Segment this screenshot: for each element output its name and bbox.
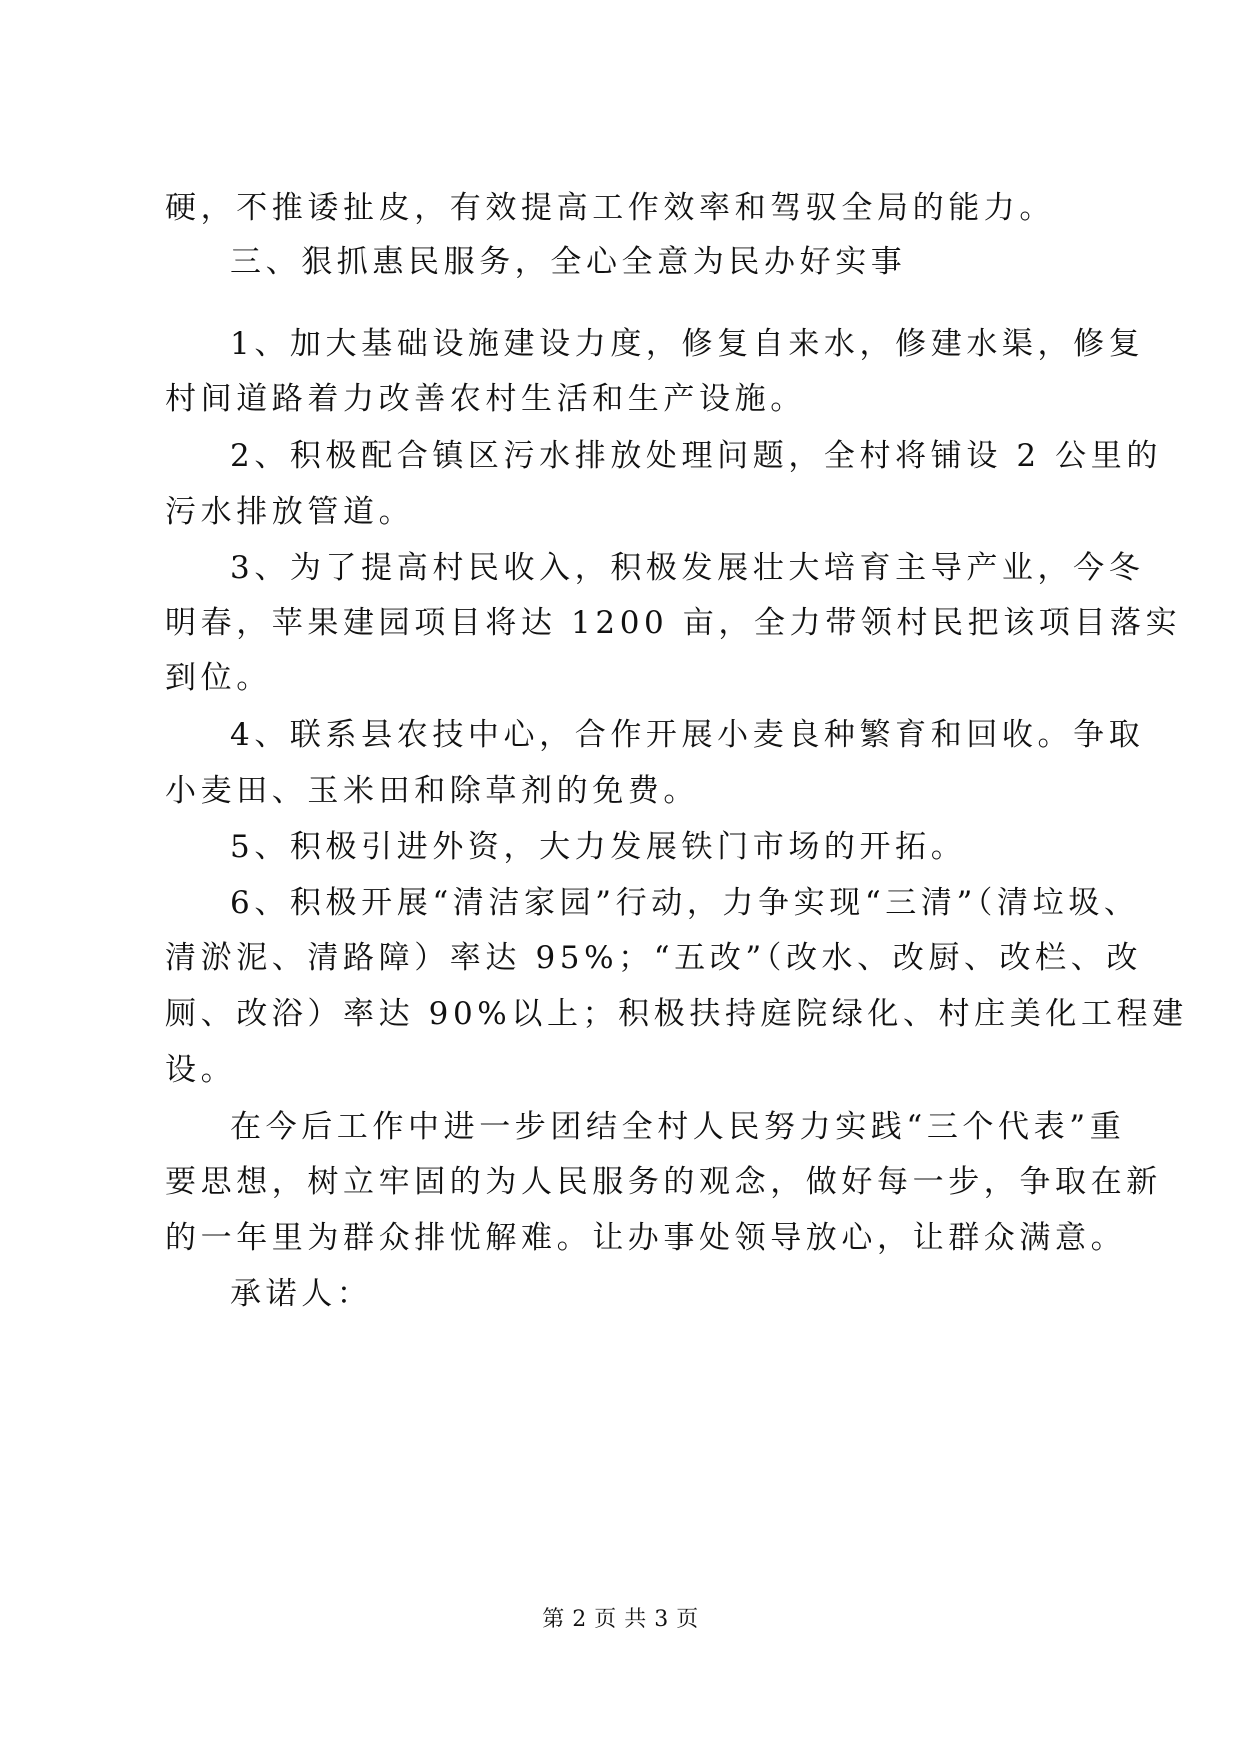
- text-line: 明春，苹果建园项目将达 1200 亩，全力带领村民把该项目落实: [165, 605, 1182, 641]
- text-line: 厕、改浴）率达 90%以上；积极扶持庭院绿化、村庄美化工程建: [165, 996, 1188, 1032]
- text-line: 2、积极配合镇区污水排放处理问题，全村将铺设 2 公里的: [230, 438, 1162, 474]
- text-line: 村间道路着力改善农村生活和生产设施。: [165, 381, 806, 417]
- text-line: 要思想，树立牢固的为人民服务的观念，做好每一步，争取在新: [165, 1164, 1162, 1200]
- text-line: 硬，不推诿扯皮，有效提高工作效率和驾驭全局的能力。: [165, 190, 1055, 226]
- text-line: 在今后工作中进一步团结全村人民努力实践“三个代表”重: [230, 1109, 1126, 1145]
- text-line: 设。: [165, 1052, 237, 1088]
- text-line: 5、积极引进外资，大力发展铁门市场的开拓。: [230, 829, 967, 865]
- text-line: 3、为了提高村民收入，积极发展壮大培育主导产业，今冬: [230, 550, 1145, 586]
- text-line: 6、积极开展“清洁家园”行动，力争实现“三清”（清垃圾、: [230, 885, 1140, 921]
- section-heading: 三、狠抓惠民服务，全心全意为民办好实事: [230, 244, 907, 280]
- signature-label: 承诺人：: [230, 1276, 373, 1312]
- text-line: 到位。: [165, 660, 272, 696]
- page-number-footer: 第 2 页 共 3 页: [542, 1607, 699, 1632]
- text-line: 小麦田、玉米田和除草剂的免费。: [165, 773, 699, 809]
- text-line: 1、加大基础设施建设力度，修复自来水，修建水渠，修复: [230, 326, 1145, 362]
- text-line: 4、联系县农技中心，合作开展小麦良种繁育和回收。争取: [230, 717, 1145, 753]
- text-line: 的一年里为群众排忧解难。让办事处领导放心，让群众满意。: [165, 1220, 1127, 1256]
- text-line: 清淤泥、清路障）率达 95%；“五改”（改水、改厨、改栏、改: [165, 940, 1142, 976]
- text-line: 污水排放管道。: [165, 494, 415, 530]
